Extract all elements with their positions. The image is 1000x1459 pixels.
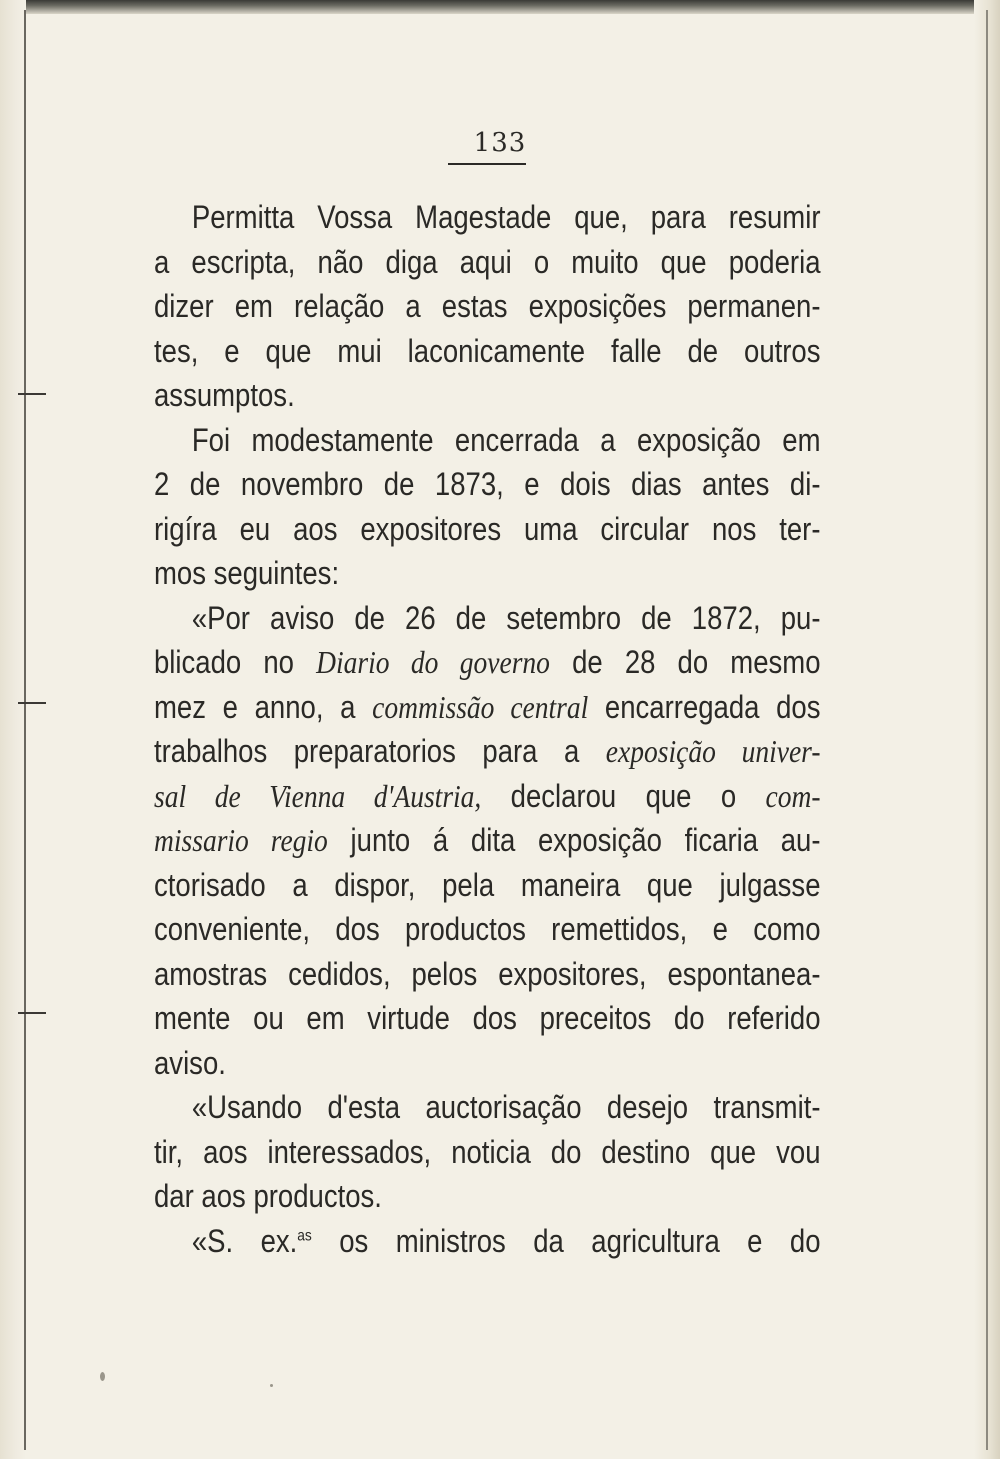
italic-segment: missario regio xyxy=(154,822,328,858)
text-line xyxy=(154,818,821,863)
page-top-edge xyxy=(0,0,1000,14)
binding-tick-mark xyxy=(18,702,46,704)
italic-segment: Diario do governo xyxy=(316,644,550,680)
text-segment: encarregada dos xyxy=(588,688,821,725)
text-line: dizer em relação a estas exposições permanen- xyxy=(154,288,821,324)
text-line: 2 de novembro de 1873, e dois dias antes di- xyxy=(154,466,821,502)
text-line: tir, aos interessados, noticia do destino que vou xyxy=(154,1133,821,1170)
superscript: as xyxy=(297,1226,312,1244)
binding-rule xyxy=(24,10,26,1450)
paper-speck xyxy=(100,1372,105,1381)
page-body-text xyxy=(154,195,821,1263)
text-segment: blicado no xyxy=(154,644,317,680)
text-line: Permitta Vossa Magestade que, para resumir xyxy=(191,199,821,235)
text-segment: declarou que o xyxy=(481,777,766,814)
text-line: aviso. xyxy=(154,1044,226,1081)
page-left-edge xyxy=(0,0,26,1459)
italic-segment: sal de Vienna d'Austria, xyxy=(154,777,482,814)
text-line: «Usando d'esta auctorisação desejo transmit- xyxy=(191,1089,821,1125)
italic-segment: exposição univer- xyxy=(605,733,821,769)
text-line: amostras cedidos, pelos expositores, espontanea- xyxy=(154,955,821,992)
text-line xyxy=(154,774,821,819)
text-segment: trabalhos preparatorios para a xyxy=(154,733,606,769)
text-line: «Por aviso de 26 de setembro de 1872, pu- xyxy=(191,599,821,636)
text-line: ctorisado a dispor, pela maneira que julgasse xyxy=(154,866,821,903)
italic-segment: commissão central xyxy=(372,688,589,725)
text-line: tes, e que mui laconicamente falle de outros xyxy=(154,332,821,369)
page-number: 133 xyxy=(473,128,527,158)
text-line: assumptos. xyxy=(154,377,295,413)
text-line: conveniente, dos productos remettidos, e como xyxy=(154,911,821,947)
page-right-rule xyxy=(986,10,988,1450)
text-line: Foi modestamente encerrada a exposição em xyxy=(191,421,821,458)
text-line: a escripta, não diga aqui o muito que poderia xyxy=(154,243,821,280)
text-line: mente ou em virtude dos preceitos do referido xyxy=(154,1000,821,1036)
text-line xyxy=(154,1219,821,1264)
paper-speck xyxy=(270,1384,273,1387)
text-line xyxy=(154,685,821,730)
text-line: dar aos productos. xyxy=(154,1178,382,1214)
binding-tick-mark xyxy=(18,1012,46,1014)
text-line: mos seguintes: xyxy=(154,555,340,591)
page-number-rule xyxy=(448,163,526,165)
italic-segment: com- xyxy=(765,777,821,814)
text-line: rigíra eu aos expositores uma circular nos ter- xyxy=(154,510,821,547)
text-segment: os ministros da agricultura e do xyxy=(311,1222,821,1259)
text-segment: de 28 do mesmo xyxy=(549,644,821,680)
binding-tick-mark xyxy=(18,393,46,395)
text-line xyxy=(154,729,821,774)
text-segment: mez e anno, a xyxy=(154,688,373,725)
text-segment: «S. ex. xyxy=(191,1222,298,1259)
text-segment: junto á dita exposição ficaria au- xyxy=(327,822,821,858)
text-line xyxy=(154,640,821,685)
